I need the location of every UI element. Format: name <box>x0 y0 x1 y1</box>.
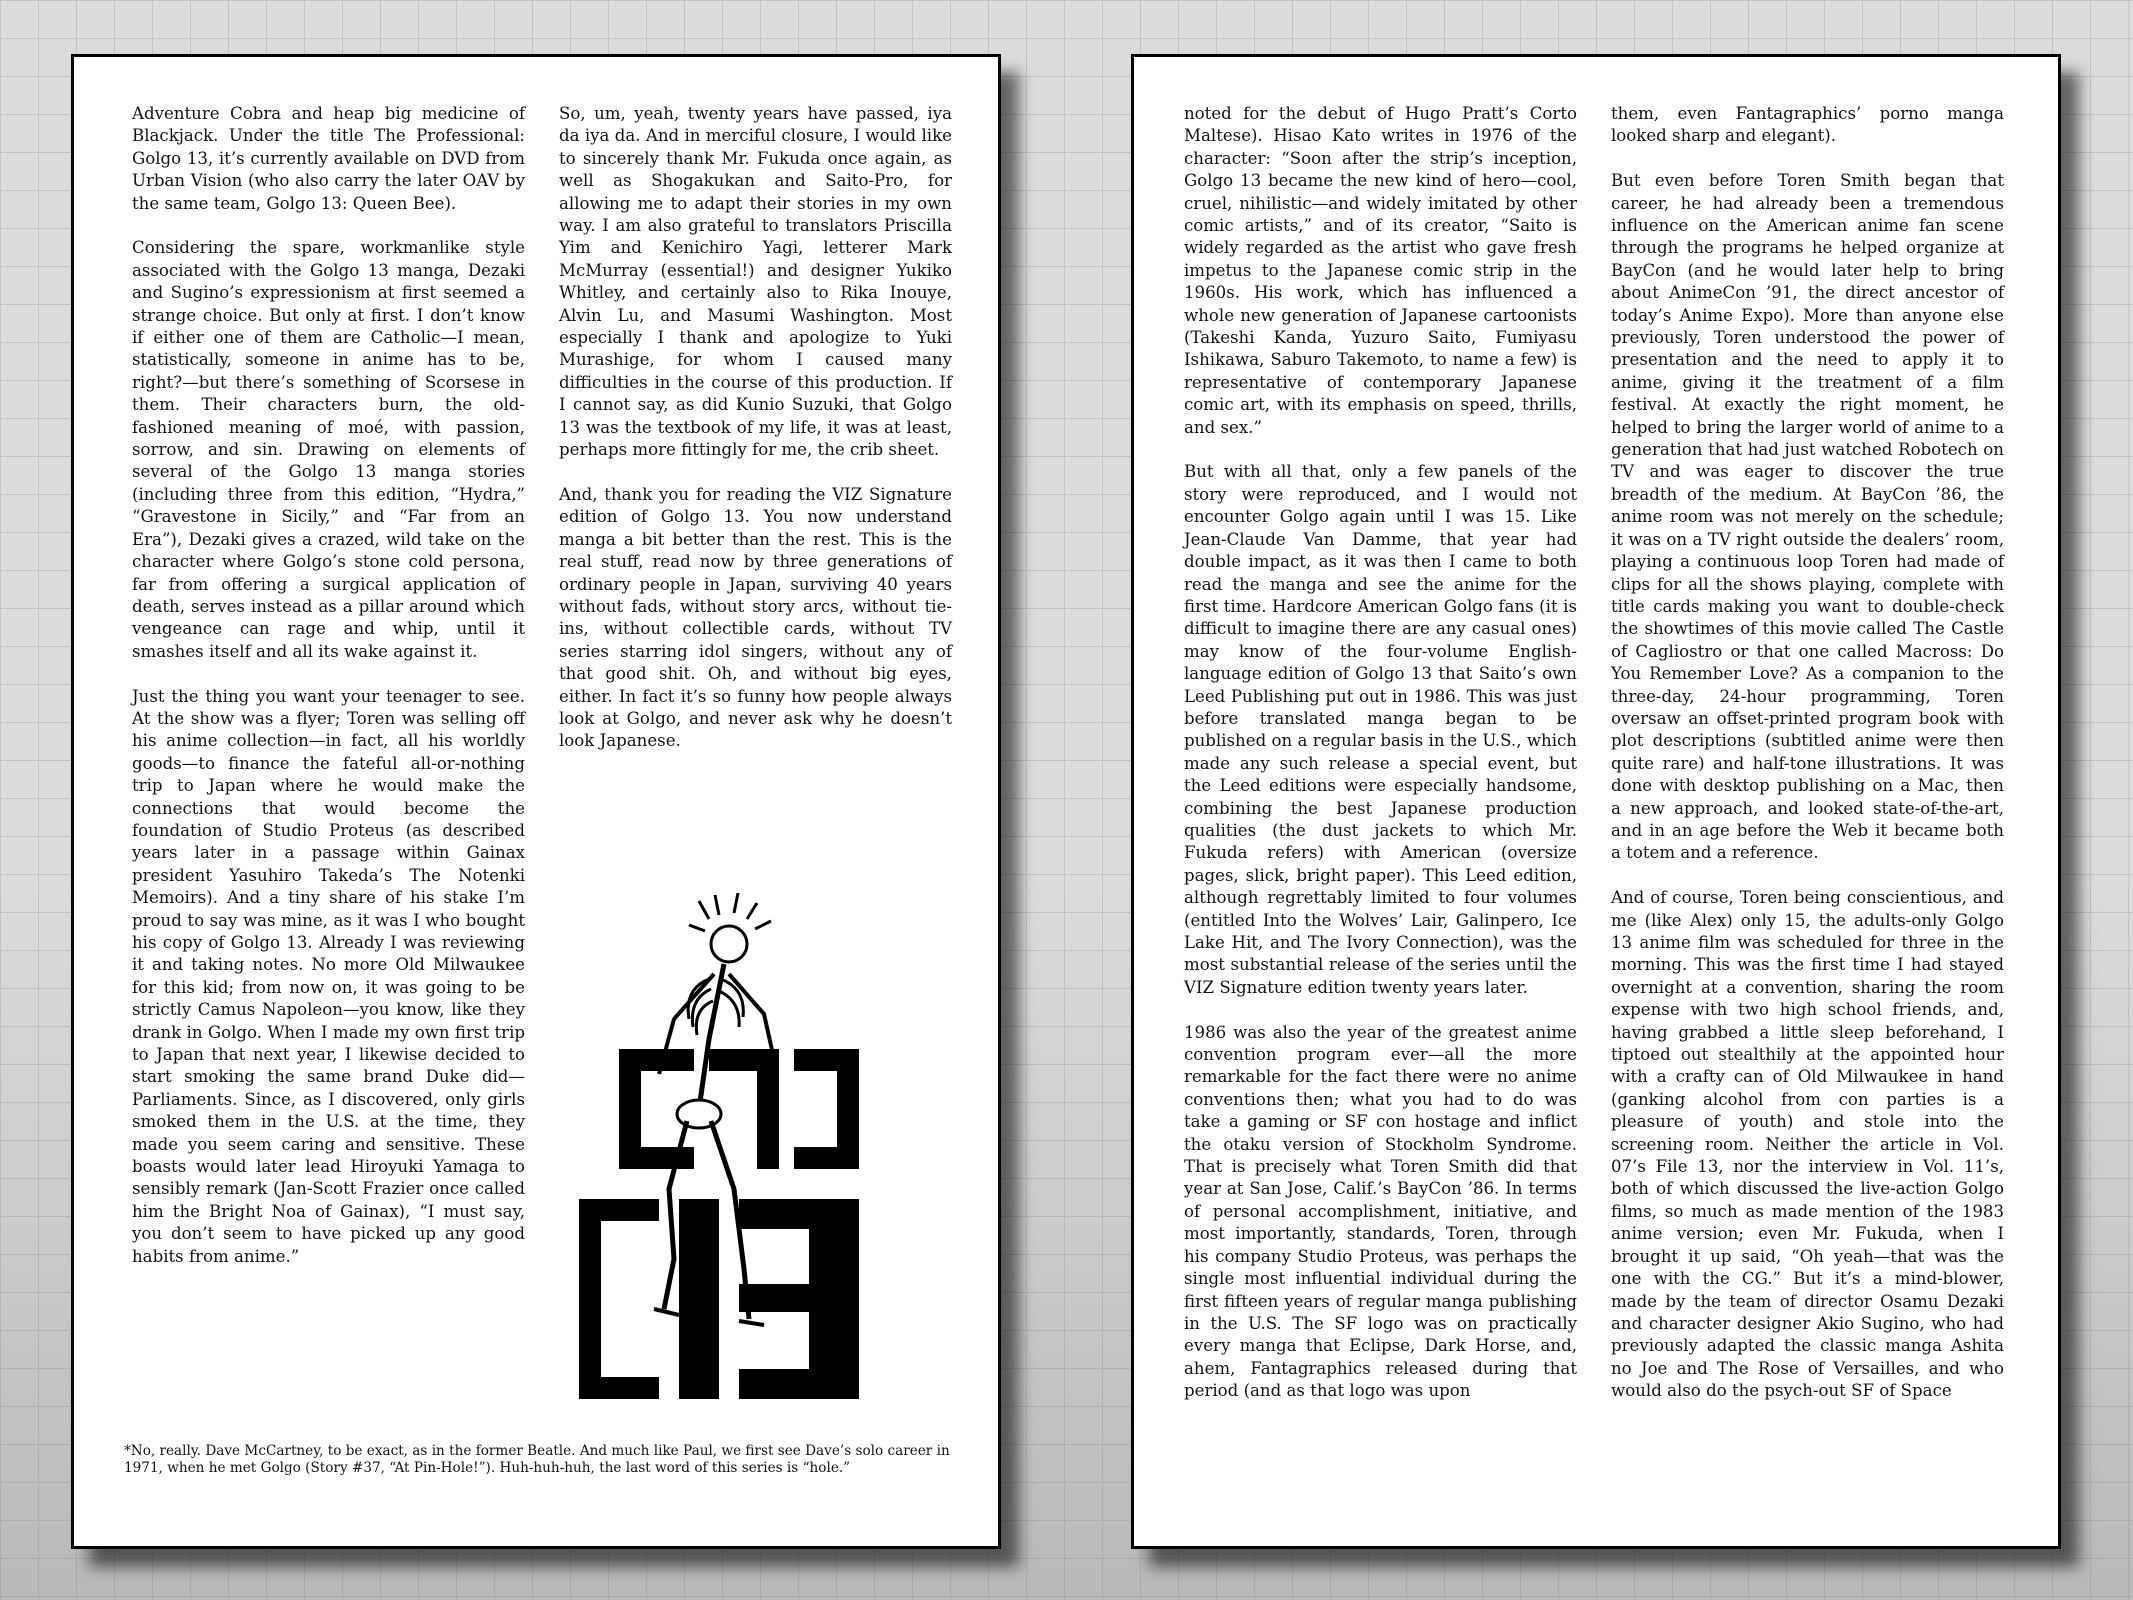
skeleton-icon <box>559 889 949 1419</box>
paragraph: Considering the spare, workmanlike style associated with the Golgo 13 manga, Dezaki and Sugino’s expressionism at first seemed a strange choice. But only at first. I don’t know if either one of them are Catholic—I mean, statistically, someone in anime has to be, right?—but there’s something of Scorsese in them. Their characters burn, the old-fashioned meaning of moé, with passion, sorrow, and sin. Drawing on elements of several of the Golgo 13 manga stories (including three from this edition, “Hydra,” “Gravestone in Sicily,” and “Far from an Era”), Dezaki gives a crazed, wild take on the character where Golgo’s stone cold persona, far from offering a surgical application of death, serves instead as a pillar around which vengeance can rage and whip, until it smashes itself and all its wake against it. <box>132 238 525 661</box>
left-column-2 <box>559 103 952 775</box>
paragraph: 1986 was also the year of the greatest anime convention program ever—all the more remarkable for the fact there were no anime conventions then; what you had to do was take a gaming or SF con hostage and inflict the otaku version of Stockholm Syndrome. That is precisely what Toren Smith did that year at San Jose, Calif.’s BayCon ’86. In terms of personal accomplishment, initiative, and most importantly, standards, Toren, through his company Studio Proteus, was perhaps the single most influential individual during the first fifteen years of regular manga publishing in the U.S. The SF logo was on practically every manga that Eclipse, Dark Horse, and, ahem, Fantagraphics released during that period (and as that logo was upon <box>1184 1022 1577 1401</box>
paragraph: noted for the debut of Hugo Pratt’s Corto Maltese). Hisao Kato writes in 1976 of the character: “Soon after the strip’s inception, Golgo 13 became the new kind of hero—cool, cruel, nihilistic—and widely imitated by other comic artists,” and of its creator, “Saito is widely regarded as the artist who gave fresh impetus to the Japanese comic strip in the 1960s. His work, which has influenced a whole new generation of Japanese cartoonists (Takeshi Kanda, Yuzuro Saito, Fumiyasu Ishikawa, Saburo Takemoto, to name a few) is representative of contemporary Japanese comic art, with its emphasis on speed, thrills, and sex.” <box>1184 104 1577 437</box>
paragraph: Just the thing you want your teenager to see. At the show was a flyer; Toren was selling off his anime collection—in fact, all his worldly goods—to finance the fateful all-or-nothing trip to Japan where he would make the connections that would become the foundation of Studio Proteus (as described years later in a passage within Gainax president Yasuhiro Takeda’s The Notenki Memoirs). And a tiny share of his stake I’m proud to say was mine, as it was I who bought his copy of Golgo 13. Already I was reviewing it and taking notes. No more Old Milwaukee for this kid; from now on, it was going to be strictly Camus Napoleon—you know, like they drank in Golgo. When I made my own first trip to Japan that next year, I likewise decided to start smoking the same brand Duke did—Parliaments. Since, as I discovered, only girls smoked them in the U.S. at the time, they made you seem caring and sensitive. These boasts would later lead Hiroyuki Yamaga to sensibly remark (Jan-Scott Frazier once called him the Bright Noa of Gainax), “I must say, you don’t seem to have picked up any good habits from anime.” <box>132 686 525 1266</box>
paragraph: But even before Toren Smith began that career, he had already been a tremendous influence on the American anime fan scene through the programs he helped organize at BayCon (and he would later help to bring about AnimeCon ’91, the direct ancestor of today’s Anime Expo). More than anyone else previously, Toren understood the power of presentation and the need to apply it to anime, giving it the treatment of a film festival. At exactly the right moment, he helped to bring the larger world of anime to a generation that had just watched Robotech on TV and was eager to discover the true breadth of the medium. At BayCon ’86, the anime room was not merely on the schedule; it was on a TV right outside the dealers’ room, playing a continuous loop Toren had made of clips for all the shows playing, complete with title cards making you want to double-check the showtimes of this movie called The Castle of Cagliostro or that one called Macross: Do You Remember Love? As a companion to the three-day, 24-hour programming, Toren oversaw an offset-printed program book with plot descriptions (subtitled anime were then quite rare) and half-tone illustrations. It was done with desktop publishing on a Mac, then a new approach, and looked state-of-the-art, and in an age before the Web it became both a totem and a reference. <box>1611 171 2004 863</box>
right-column-2 <box>1611 103 2004 1425</box>
footnote: *No, really. Dave McCartney, to be exact, as in the former Beatle. And much like Paul, we first see Dave’s solo career in 1971, when he met Golgo (Story #37, “At Pin-Hole!”). Huh-huh-huh, the last word of this series is “hole.” <box>124 1443 950 1476</box>
paragraph: them, even Fantagraphics’ porno manga looked sharp and elegant). <box>1611 104 2004 146</box>
paragraph: And of course, Toren being conscientious, and me (like Alex) only 15, the adults-only Golgo 13 anime film was scheduled for three in the morning. This was the first time I had stayed overnight at a convention, sharing the room expense with two high school friends, and, having grabbed a little sleep beforehand, I tiptoed out stealthily at the appointed hour with a crafty can of Old Milwaukee in hand (ganking alcohol from con parties is a pleasure of youth) and stole into the screening room. Neither the article in Vol. 07’s File 13, nor the interview in Vol. 11’s, both of which discussed the live-action Golgo films, so much as made mention of the 1983 anime version; even Mr. Fukuda, when I brought it up said, “Oh yeah—that was the one with the CG.” But it’s a mind-blower, made by the team of director Osamu Dezaki and character designer Akio Sugino, who had previously adapted the classic manga Ashita no Joe and The Rose of Versailles, and who would also do the psych-out SF of Space <box>1611 888 2004 1401</box>
paragraph: Adventure Cobra and heap big medicine of Blackjack. Under the title The Professional: Golgo 13, it’s currently available on DVD from Urban Vision (who also carry the later OAV by the same team, Golgo 13: Queen Bee). <box>132 104 525 213</box>
paragraph: And, thank you for reading the VIZ Signature edition of Golgo 13. You now understand manga a bit better than the rest. This is the real stuff, read now by three generations of ordinary people in Japan, surviving 40 years without fads, without story arcs, without tie-ins, without collectible cards, without TV series starring idol singers, without any of that good shit. Oh, and without big eyes, either. In fact it’s so funny how people always look at Golgo, and never ask why he doesn’t look Japanese. <box>559 484 952 751</box>
left-column-1 <box>132 103 525 1290</box>
paragraph: So, um, yeah, twenty years have passed, iya da iya da. And in merciful closure, I would like to sincerely thank Mr. Fukuda once again, as well as Shogakukan and Saito-Pro, for allowing me to adapt their stories in my own way. I am also grateful to translators Priscilla Yim and Kenichiro Yagi, letterer Mark McMurray (essential!) and designer Yukiko Whitley, and certainly also to Rika Inouye, Alvin Lu, and Masumi Washington. Most especially I thank and apologize to Yuki Murashige, for whom I caused many difficulties in the course of this production. If I cannot say, as did Kunio Suzuki, that Golgo 13 was the textbook of my life, it was at least, perhaps more fittingly for me, the crib sheet. <box>559 104 952 460</box>
right-column-1 <box>1184 103 1577 1425</box>
paragraph: But with all that, only a few panels of the story were reproduced, and I would not encounter Golgo again until I was 15. Like Jean-Claude Van Damme, that year had double impact, as it was then I came to both read the manga and see the anime for the first time. Hardcore American Golgo fans (it is difficult to imagine there are any casual ones) may know of the four-volume English-language edition of Golgo 13 that Saito’s own Leed Publishing put out in 1986. This was just before translated manga began to be published on a regular basis in the U.S., which made any such release a special event, but the Leed editions were especially handsome, combining the best Japanese production qualities (the dust jackets to which Mr. Fukuda refers) with American (oversize pages, slick, bright paper). This Leed edition, although regrettably limited to four volumes (entitled Into the Wolves’ Lair, Galinpero, Ice Lake Hit, and The Ivory Connection), was the most substantial release of the series until the VIZ Signature edition twenty years later. <box>1184 462 1577 997</box>
right-page <box>1131 54 2061 1549</box>
left-page <box>71 54 1001 1549</box>
